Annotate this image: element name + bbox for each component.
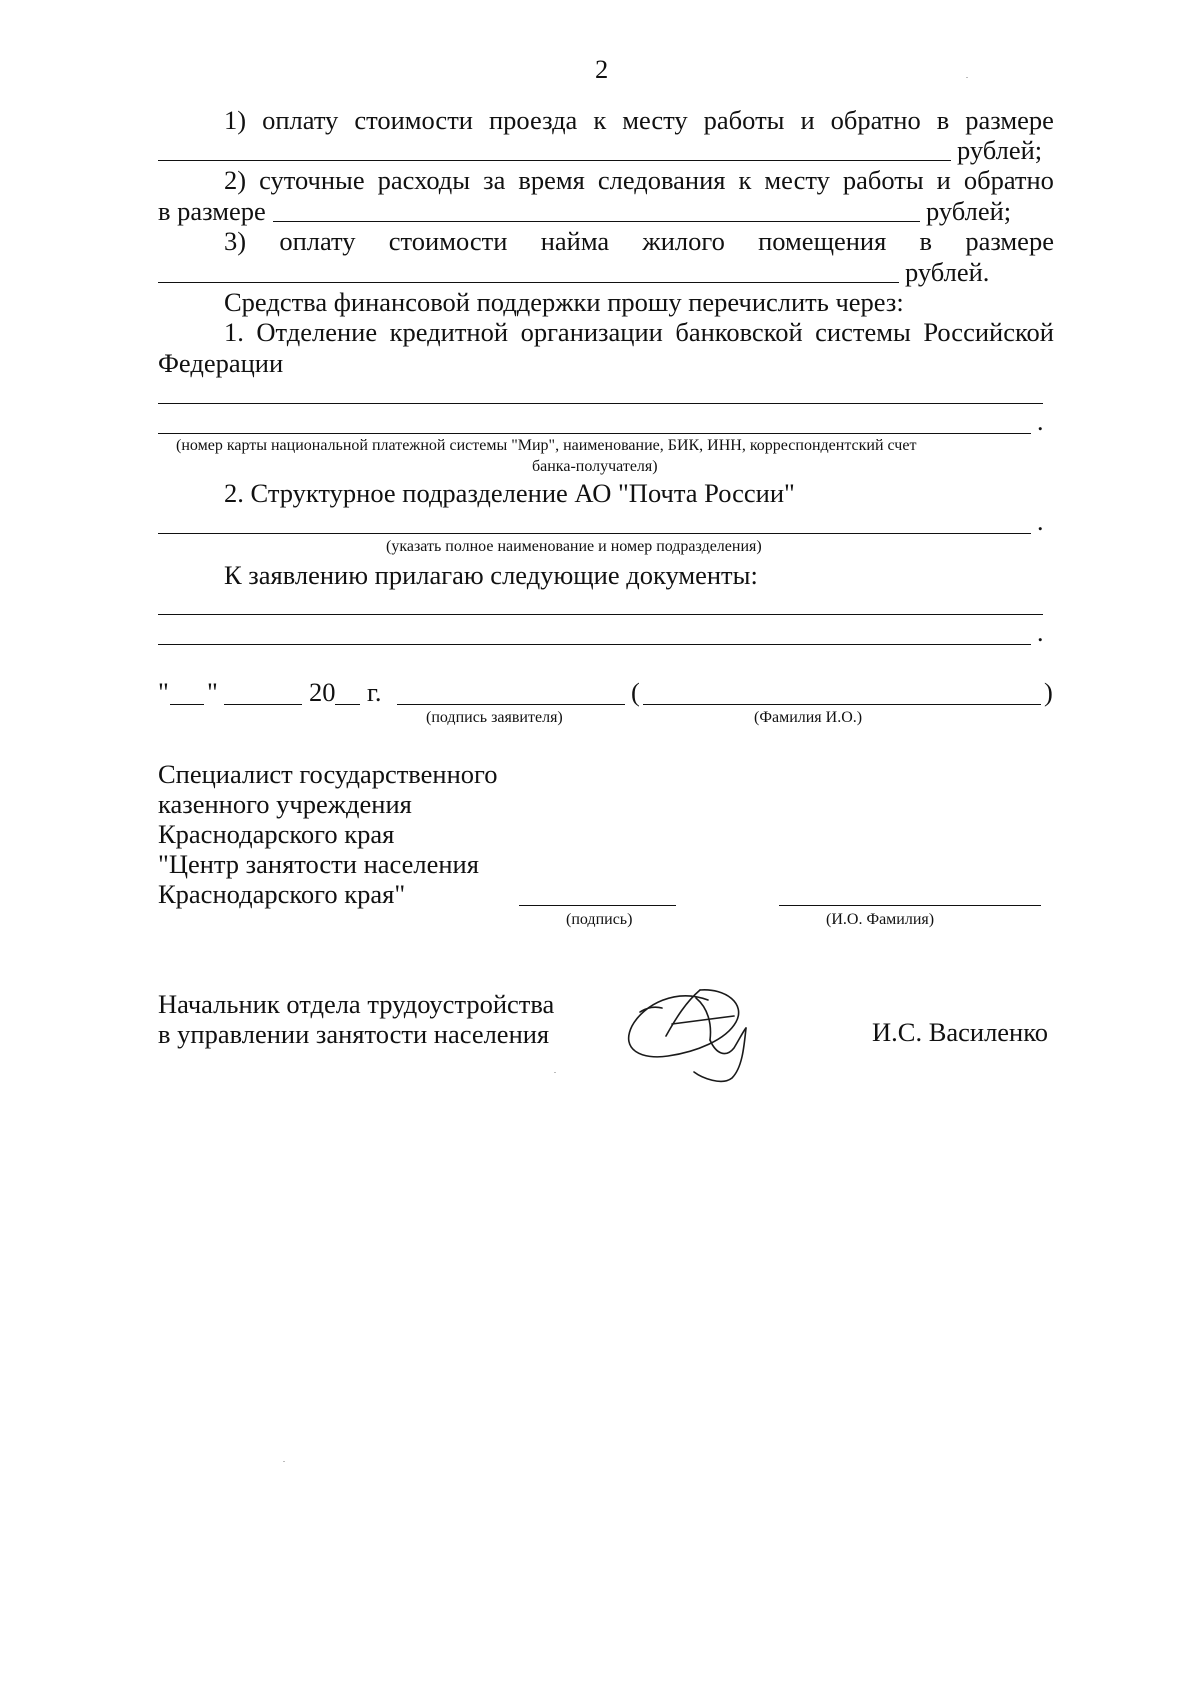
date-year-suffix: г. bbox=[367, 677, 382, 707]
attachments-field-1[interactable] bbox=[158, 614, 1043, 615]
attachments-field-2[interactable] bbox=[158, 644, 1031, 645]
handwritten-signature bbox=[616, 978, 786, 1088]
item-2-currency: рублей; bbox=[926, 196, 1012, 226]
item-2-prefix: в размере bbox=[158, 196, 266, 226]
bank-details-hint-1: (номер карты национальной платежной системы "Мир", наименование, БИК, ИНН, корреспондентский счет bbox=[176, 437, 917, 454]
specialist-signature-field[interactable] bbox=[519, 905, 676, 906]
specialist-line-3: Краснодарского края bbox=[158, 819, 395, 849]
date-quote-open: " bbox=[158, 677, 169, 707]
scan-speck bbox=[283, 1461, 285, 1462]
date-year-prefix: 20 bbox=[309, 677, 336, 707]
specialist-signature-caption: (подпись) bbox=[566, 911, 633, 928]
page-number: 2 bbox=[595, 54, 609, 84]
name-paren-close: ) bbox=[1044, 677, 1053, 707]
item-3-currency: рублей. bbox=[905, 257, 990, 287]
bank-details-field-2[interactable] bbox=[158, 433, 1031, 434]
applicant-name-field[interactable] bbox=[643, 704, 1041, 705]
transfer-option-1-line: 1. Отделение кредитной организации банковской системы Российской bbox=[224, 317, 1054, 347]
applicant-name-caption: (Фамилия И.О.) bbox=[754, 709, 863, 726]
date-day-field[interactable] bbox=[170, 704, 204, 705]
applicant-signature-caption: (подпись заявителя) bbox=[426, 709, 563, 726]
attachments-heading: К заявлению прилагаю следующие документы: bbox=[224, 560, 758, 590]
item-2-amount-field[interactable] bbox=[273, 221, 920, 222]
scan-speck bbox=[966, 77, 968, 78]
specialist-line-1: Специалист государственного bbox=[158, 759, 498, 789]
item-2-line: 2) суточные расходы за время следования к месту работы и обратно bbox=[224, 165, 1054, 195]
specialist-line-2: казенного учреждения bbox=[158, 789, 412, 819]
applicant-signature-field[interactable] bbox=[397, 704, 625, 705]
item-1-amount-field[interactable] bbox=[158, 160, 951, 161]
approval-title-line-2: в управлении занятости населения bbox=[158, 1019, 550, 1049]
transfer-option-1-continuation: Федерации bbox=[158, 348, 284, 378]
specialist-line-5: Краснодарского края" bbox=[158, 879, 406, 909]
scan-speck bbox=[554, 1072, 556, 1073]
date-quote-close: " bbox=[207, 677, 218, 707]
name-paren-open: ( bbox=[631, 677, 640, 707]
post-office-end-dot: . bbox=[1037, 507, 1044, 536]
date-year-field[interactable] bbox=[335, 704, 360, 705]
specialist-name-caption: (И.О. Фамилия) bbox=[826, 911, 935, 928]
transfer-option-2: 2. Структурное подразделение АО "Почта России" bbox=[224, 478, 795, 508]
specialist-name-field[interactable] bbox=[779, 905, 1041, 906]
attachments-end-dot: . bbox=[1037, 618, 1044, 647]
date-month-field[interactable] bbox=[224, 704, 302, 705]
item-1-line: 1) оплату стоимости проезда к месту работы и обратно в размере bbox=[224, 105, 1054, 135]
approval-title-line-1: Начальник отдела трудоустройства bbox=[158, 989, 555, 1019]
item-1-currency: рублей; bbox=[957, 135, 1043, 165]
item-3-amount-field[interactable] bbox=[158, 282, 899, 283]
specialist-line-4: "Центр занятости населения bbox=[158, 849, 479, 879]
bank-details-end-dot: . bbox=[1037, 407, 1044, 436]
approval-signer-name: И.С. Василенко bbox=[872, 1017, 1049, 1047]
transfer-heading: Средства финансовой поддержки прошу перечислить через: bbox=[224, 287, 904, 317]
bank-details-hint-2: банка-получателя) bbox=[532, 458, 658, 475]
post-office-hint: (указать полное наименование и номер подразделения) bbox=[386, 538, 762, 555]
bank-details-field-1[interactable] bbox=[158, 403, 1043, 404]
post-office-field[interactable] bbox=[158, 533, 1031, 534]
item-3-line: 3) оплату стоимости найма жилого помещения в размере bbox=[224, 226, 1054, 256]
